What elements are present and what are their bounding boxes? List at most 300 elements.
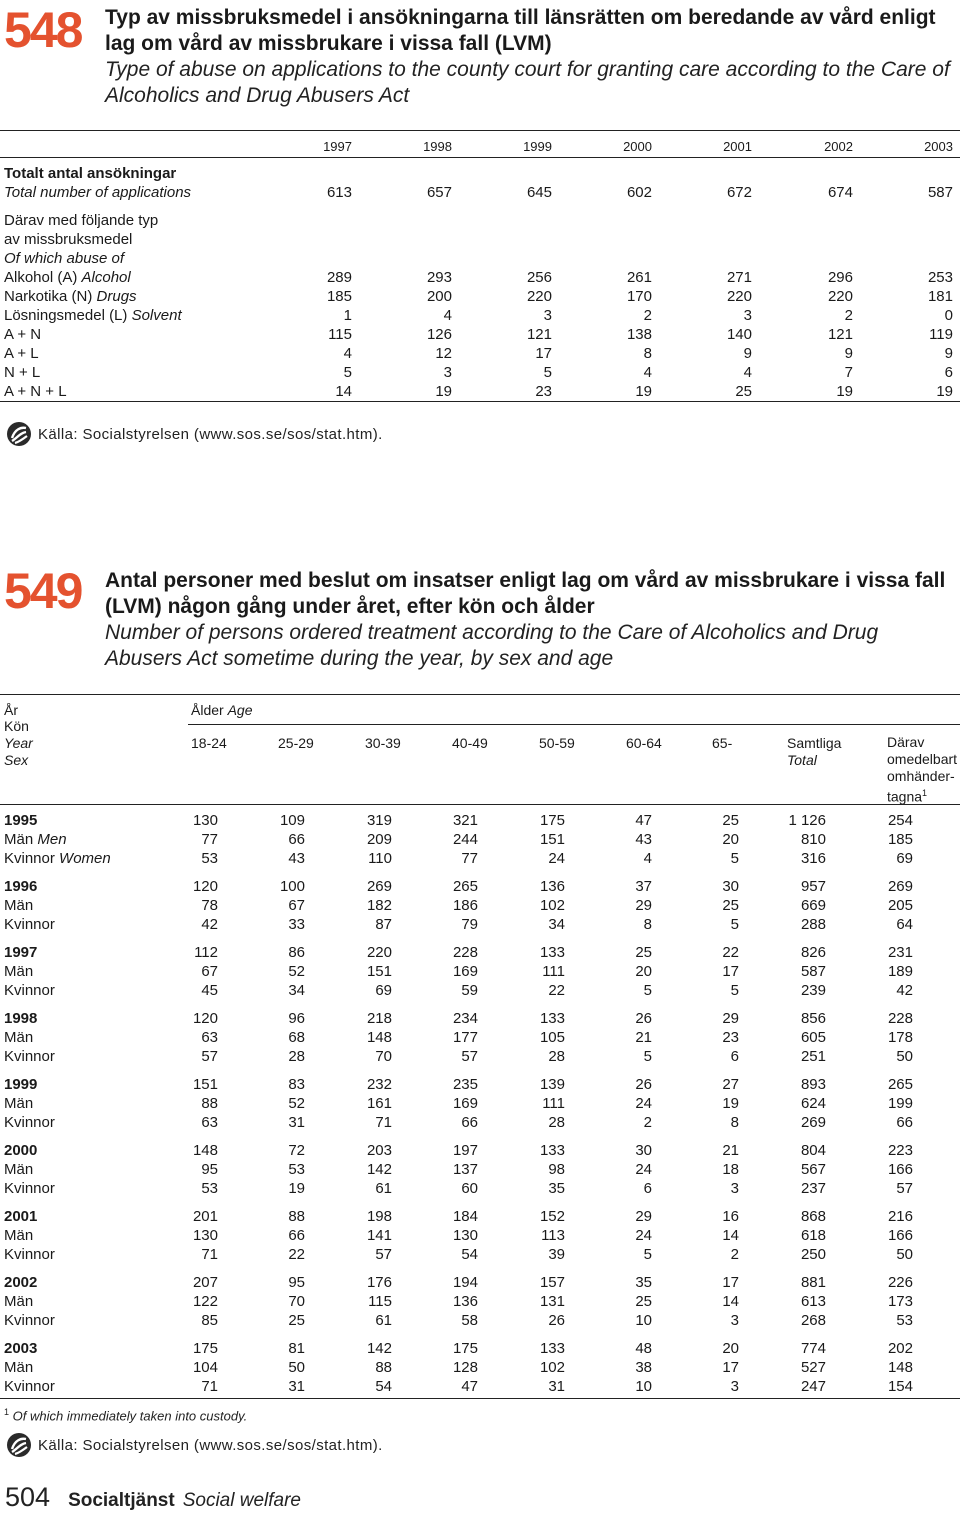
table-cell: 265 [887,1076,913,1093]
table-549-number: 549 [4,563,82,619]
table-cell: 218 [366,1010,392,1027]
year-row-label [4,1009,37,1028]
table-cell: 1 [343,307,352,324]
table-cell: 22 [288,1246,305,1263]
row-label-sv: Kvinnor [4,916,55,933]
sex-row-label [4,1377,55,1396]
row-label-sv: Kvinnor [4,982,55,999]
table-548-bottom-rule [0,401,960,402]
table-cell: 57 [375,1246,392,1263]
row-label-sv: Alkohol (A) [4,269,78,286]
table-cell: 58 [461,1312,478,1329]
table-cell: 201 [192,1208,218,1225]
table-cell: 2 [643,1114,652,1131]
total-value-cell: 674 [827,184,853,201]
table-cell: 5 [543,364,552,381]
table-cell: 47 [461,1378,478,1395]
table-548-source-text: Källa: Socialstyrelsen (www.sos.se/sos/stat.htm). [38,425,383,443]
row-label-sv: Män [4,1095,34,1112]
table-cell: 104 [192,1359,218,1376]
page-number: 504 [5,1482,51,1512]
table-cell: 223 [887,1142,913,1159]
table-cell: 34 [288,982,305,999]
table-cell: 856 [800,1010,826,1027]
row-label-sv: A + L [4,345,39,362]
table-cell: 253 [927,269,953,286]
table-cell: 205 [887,897,913,914]
table-cell: 119 [929,326,953,343]
table-cell: 19 [435,383,452,400]
table-cell: 254 [887,812,913,829]
table-cell: 71 [375,1114,392,1131]
table-cell: 5 [730,916,739,933]
table-cell: 28 [548,1114,565,1131]
row-label-sv: Män [4,1029,34,1046]
table-cell: 26 [548,1312,565,1329]
table-cell: 14 [722,1227,739,1244]
table-cell: 102 [539,1359,565,1376]
row-label-sv: 1999 [4,1076,38,1093]
age-group-header: 65- [712,735,733,751]
row-label-sv: 2000 [4,1142,38,1159]
row-label-en: Alcohol [81,269,131,286]
table-cell: 61 [375,1180,392,1197]
table-549-head-darav-l3: omhänder- [887,768,955,784]
table-cell: 166 [887,1161,913,1178]
table-cell: 197 [452,1142,478,1159]
table-cell: 169 [452,1095,478,1112]
table-cell: 220 [827,288,853,305]
table-cell: 234 [452,1010,478,1027]
table-cell: 18 [722,1161,739,1178]
row-label-sv: 2001 [4,1208,38,1225]
table-cell: 269 [366,878,392,895]
table-cell: 184 [452,1208,478,1225]
table-cell: 14 [722,1293,739,1310]
table-cell: 59 [461,982,478,999]
sex-row-label [4,896,33,915]
table-cell: 50 [896,1048,913,1065]
table-cell: 293 [426,269,452,286]
table-cell: 175 [539,812,565,829]
table-cell: 138 [626,326,652,343]
table-cell: 3 [543,307,552,324]
table-cell: 265 [452,878,478,895]
row-label-sv: A + N [4,326,42,343]
table-cell: 77 [201,831,218,848]
table-cell: 29 [722,1010,739,1027]
table-cell: 24 [635,1161,652,1178]
table-cell: 20 [722,831,739,848]
table-cell: 185 [326,288,352,305]
table-row-label [4,325,41,344]
row-label-sv: Män [4,831,34,848]
table-cell: 19 [635,383,652,400]
table-cell: 868 [800,1208,826,1225]
table-cell: 178 [887,1029,913,1046]
table-cell: 170 [626,288,652,305]
table-cell: 2 [730,1246,739,1263]
table-cell: 17 [722,1274,739,1291]
table-cell: 83 [288,1076,305,1093]
table-cell: 0 [944,307,953,324]
table-cell: 199 [887,1095,913,1112]
table-cell: 176 [366,1274,392,1291]
table-cell: 67 [201,963,218,980]
table-cell: 810 [800,831,826,848]
table-cell: 220 [726,288,752,305]
age-group-header: 25-29 [278,735,314,751]
sex-row-label [4,1047,55,1066]
table-cell: 24 [635,1095,652,1112]
table-cell: 61 [375,1312,392,1329]
row-label-sv: Kvinnor [4,850,55,867]
table-cell: 154 [887,1378,913,1395]
table-cell: 133 [539,1010,565,1027]
table-cell: 29 [635,897,652,914]
table-cell: 228 [887,1010,913,1027]
table-cell: 5 [730,850,739,867]
table-548-subhead-en: Of which abuse of [4,250,125,267]
table-cell: 85 [201,1312,218,1329]
table-cell: 181 [927,288,953,305]
table-cell: 111 [542,963,565,980]
section-name-sv: Socialtjänst [68,1490,175,1511]
table-cell: 98 [548,1161,565,1178]
table-cell: 19 [288,1180,305,1197]
table-cell: 269 [887,878,913,895]
row-label-sv: A + N + L [4,383,67,400]
total-value-cell: 657 [426,184,452,201]
table-cell: 4 [643,850,652,867]
table-cell: 77 [461,850,478,867]
table-cell: 96 [288,1010,305,1027]
table-cell: 151 [192,1076,218,1093]
section-name-en: Social welfare [182,1490,301,1511]
table-549-head-darav [887,734,957,806]
row-label-sv: Kvinnor [4,1180,55,1197]
year-header-cell: 1998 [423,139,452,154]
table-cell: 102 [539,897,565,914]
table-cell: 624 [800,1095,826,1112]
table-cell: 54 [375,1378,392,1395]
table-cell: 120 [192,1010,218,1027]
year-header-cell: 1997 [323,139,352,154]
table-549-age-rule [188,724,960,725]
table-549-head-darav-l4: tagna$^1$ [887,788,928,805]
table-cell: 17 [535,345,552,362]
table-548-title [105,5,955,109]
table-cell: 239 [800,982,826,999]
sex-row-label [4,1160,33,1179]
table-cell: 42 [896,982,913,999]
table-cell: 133 [539,1340,565,1357]
table-cell: 87 [375,916,392,933]
row-label-sv: Män [4,1161,34,1178]
table-row-label [4,344,39,363]
table-cell: 268 [800,1312,826,1329]
table-cell: 142 [366,1340,392,1357]
row-label-sv: 1996 [4,878,38,895]
age-group-header: 18-24 [191,735,227,751]
table-cell: 587 [800,963,826,980]
table-cell: 271 [726,269,752,286]
table-549-bottom-rule [0,1398,960,1399]
year-row-label [4,811,37,830]
table-cell: 804 [800,1142,826,1159]
table-cell: 50 [896,1246,913,1263]
table-cell: 57 [201,1048,218,1065]
table-cell: 33 [288,916,305,933]
table-549-head-samtliga: Samtliga [787,735,842,751]
table-cell: 54 [461,1246,478,1263]
table-549-source [6,1432,383,1458]
row-label-sv: Kvinnor [4,1246,55,1263]
table-cell: 133 [539,1142,565,1159]
table-cell: 669 [800,897,826,914]
table-cell: 1 126 [788,812,826,829]
table-cell: 200 [426,288,452,305]
table-cell: 48 [635,1340,652,1357]
table-cell: 71 [201,1378,218,1395]
table-cell: 151 [539,831,565,848]
table-cell: 151 [366,963,392,980]
table-cell: 38 [635,1359,652,1376]
table-cell: 148 [366,1029,392,1046]
table-cell: 66 [288,831,305,848]
row-label-sv: 2003 [4,1340,38,1357]
footnote-number: 1 [4,1407,10,1417]
table-549-title [105,568,955,672]
table-cell: 19 [936,383,953,400]
table-cell: 109 [279,812,305,829]
table-cell: 250 [800,1246,826,1263]
table-cell: 115 [328,326,352,343]
page-footer [5,1482,301,1513]
age-group-header: 40-49 [452,735,488,751]
row-label-sv: Män [4,1293,34,1310]
table-cell: 161 [366,1095,392,1112]
table-cell: 19 [722,1095,739,1112]
row-label-sv: 1997 [4,944,38,961]
table-cell: 5 [730,982,739,999]
table-cell: 6 [643,1180,652,1197]
table-cell: 31 [288,1114,305,1131]
year-row-label [4,943,37,962]
table-549-head-kon: Kön [4,718,29,734]
table-cell: 66 [896,1114,913,1131]
row-label-sv: 1998 [4,1010,38,1027]
table-cell: 26 [635,1010,652,1027]
table-cell: 220 [366,944,392,961]
table-cell: 20 [722,1340,739,1357]
table-cell: 247 [800,1378,826,1395]
table-cell: 169 [452,963,478,980]
table-cell: 269 [800,1114,826,1131]
table-549-title-en: Number of persons ordered treatment according to the Care of Alcoholics and Drug Abusers Act sometime during the year, by sex and age [105,621,879,670]
table-cell: 152 [539,1208,565,1225]
table-cell: 100 [279,878,305,895]
table-549-head-total: Total [787,752,817,768]
row-label-sv: Män [4,1359,34,1376]
table-cell: 47 [635,812,652,829]
table-548-total-label-sv: Totalt antal ansökningar [4,165,177,182]
table-cell: 4 [743,364,752,381]
table-cell: 6 [944,364,953,381]
table-548-total-label-en: Total number of applications [4,184,192,201]
table-cell: 182 [366,897,392,914]
table-cell: 67 [288,897,305,914]
table-cell: 25 [635,944,652,961]
total-value-cell: 613 [326,184,352,201]
table-cell: 63 [201,1029,218,1046]
row-label-sv: Narkotika (N) [4,288,93,305]
table-cell: 5 [343,364,352,381]
table-cell: 8 [643,916,652,933]
table-cell: 70 [288,1293,305,1310]
row-label-en: Drugs [96,288,137,305]
table-cell: 4 [643,364,652,381]
table-cell: 57 [896,1180,913,1197]
table-549-head-age-group [191,701,253,720]
table-cell: 53 [201,850,218,867]
table-cell: 7 [844,364,853,381]
table-cell: 186 [452,897,478,914]
table-row-label [4,363,40,382]
table-cell: 64 [896,916,913,933]
table-cell: 244 [452,831,478,848]
table-cell: 53 [288,1161,305,1178]
table-cell: 177 [452,1029,478,1046]
table-cell: 527 [800,1359,826,1376]
table-cell: 53 [201,1180,218,1197]
row-label-en: Men [37,831,67,848]
table-cell: 25 [722,812,739,829]
footnote-text: Of which immediately taken into custody. [12,1408,248,1424]
table-row-label [4,268,131,287]
table-cell: 112 [194,944,218,961]
table-cell: 140 [726,326,752,343]
table-cell: 198 [366,1208,392,1225]
table-cell: 9 [743,345,752,362]
sex-row-label [4,1094,33,1113]
table-cell: 27 [722,1076,739,1093]
table-cell: 5 [643,982,652,999]
table-cell: 957 [800,878,826,895]
table-cell: 88 [288,1208,305,1225]
table-row-label [4,287,137,306]
table-cell: 70 [375,1048,392,1065]
table-cell: 207 [192,1274,218,1291]
table-cell: 3 [743,307,752,324]
table-cell: 567 [800,1161,826,1178]
table-cell: 25 [735,383,752,400]
table-cell: 68 [288,1029,305,1046]
table-cell: 8 [730,1114,739,1131]
table-cell: 120 [192,878,218,895]
table-cell: 50 [288,1359,305,1376]
table-cell: 8 [643,345,652,362]
table-cell: 14 [335,383,352,400]
year-header-cell: 2000 [623,139,652,154]
table-cell: 2 [643,307,652,324]
table-cell: 10 [635,1312,652,1329]
table-cell: 30 [722,878,739,895]
table-cell: 4 [443,307,452,324]
table-cell: 28 [288,1048,305,1065]
row-label-en: Women [59,850,111,867]
year-row-label [4,877,37,896]
table-549-head-darav-l1: Därav [887,734,925,750]
table-cell: 203 [366,1142,392,1159]
table-548-source [6,421,383,447]
table-cell: 296 [827,269,853,286]
table-cell: 9 [844,345,853,362]
table-cell: 21 [635,1029,652,1046]
table-cell: 256 [526,269,552,286]
table-cell: 121 [526,326,552,343]
table-cell: 126 [426,326,452,343]
table-cell: 166 [887,1227,913,1244]
table-cell: 25 [722,897,739,914]
table-cell: 25 [288,1312,305,1329]
year-header-cell: 2003 [924,139,953,154]
table-cell: 43 [288,850,305,867]
table-cell: 613 [800,1293,826,1310]
year-row-label [4,1273,37,1292]
table-cell: 30 [635,1142,652,1159]
sex-row-label [4,1028,33,1047]
table-cell: 113 [541,1227,565,1244]
row-label-sv: Män [4,1227,34,1244]
sex-row-label [4,1311,55,1330]
table-549-head-age: Age [227,702,253,718]
table-cell: 35 [635,1274,652,1291]
table-cell: 26 [635,1076,652,1093]
statistics-source-icon [6,1432,32,1458]
table-cell: 136 [539,878,565,895]
footnote-marker: 1 [922,788,928,798]
table-cell: 618 [800,1227,826,1244]
total-value-cell: 587 [927,184,953,201]
table-cell: 237 [800,1180,826,1197]
table-548-title-sv: Typ av missbruksmedel i ansökningarna till länsrätten om beredande av vård enligt lag om vård av missbrukare i vissa fall (LVM) [105,6,936,55]
year-row-label [4,1339,37,1358]
row-label-en: Solvent [131,307,182,324]
table-cell: 23 [535,383,552,400]
table-cell: 128 [452,1359,478,1376]
table-cell: 57 [461,1048,478,1065]
year-header-cell: 2001 [723,139,752,154]
table-cell: 3 [730,1180,739,1197]
table-cell: 29 [635,1208,652,1225]
table-cell: 142 [366,1161,392,1178]
table-cell: 232 [366,1076,392,1093]
table-cell: 69 [896,850,913,867]
table-cell: 228 [452,944,478,961]
table-cell: 130 [192,1227,218,1244]
table-cell: 131 [539,1293,565,1310]
row-label-sv: Kvinnor [4,1312,55,1329]
table-549-head-darav-l2: omedelbart [887,751,958,767]
table-548-title-en: Type of abuse on applications to the county court for granting care according to the Care of Alcoholics and Drug Abusers Act [105,58,950,107]
row-label-sv: 1995 [4,812,38,829]
table-cell: 826 [800,944,826,961]
table-cell: 289 [326,269,352,286]
table-cell: 20 [635,963,652,980]
table-cell: 28 [548,1048,565,1065]
table-cell: 2 [844,307,853,324]
